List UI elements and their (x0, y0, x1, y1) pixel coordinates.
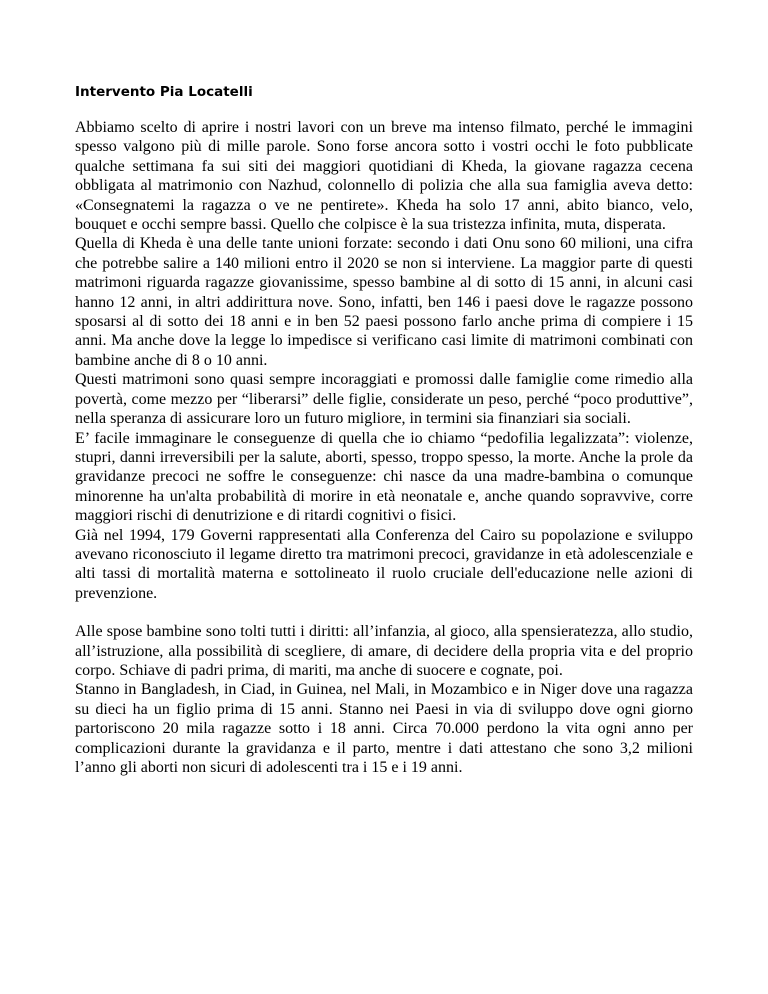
document-title: Intervento Pia Locatelli (75, 84, 253, 100)
document-page (75, 82, 693, 777)
paragraph-7: Stanno in Bangladesh, in Ciad, in Guinea, nel Mali, in Mozambico e in Niger dove una ragazza su dieci ha un figlio prima di 15 anni. Stanno nei Paesi in via di sviluppo dove ogni giorno partoriscono 20 mila ragazze sotto i 18 anni. Circa 70.000 perdono la vita ogni anno per complicazioni durante la gravidanza e il parto, mentre i dati attestano che sono 3,2 milioni l’anno gli aborti non sicuri di adolescenti tra i 15 e i 19 anni. (75, 681, 693, 776)
section-gap (75, 603, 693, 622)
paragraph-5: Già nel 1994, 179 Governi rappresentati alla Conferenza del Cairo su popolazione e sviluppo avevano riconosciuto il legame diretto tra matrimoni precoci, gravidanze in età adolescenziale e alti tassi di mortalità materna e sottolineato il ruolo cruciale dell'educazione nelle azioni di prevenzione. (75, 526, 693, 602)
paragraph-2: Quella di Kheda è una delle tante unioni forzate: secondo i dati Onu sono 60 milioni, una cifra che potrebbe salire a 140 milioni entro il 2020 se non si interviene. La maggior parte di questi matrimoni riguarda ragazze giovanissime, spesso bambine al di sotto di 15 anni, in alcuni casi hanno 12 anni, in altri addirittura nove. Sono, infatti, ben 146 i paesi dove le ragazze possono sposarsi al di sotto dei 18 anni e in ben 52 paesi possono farlo anche prima di compiere i 15 anni. Ma anche dove la legge lo impedisce si verificano casi limite di matrimoni combinati con bambine anche di 8 o 10 anni. (75, 235, 693, 369)
paragraph-4: E’ facile immaginare le conseguenze di quella che io chiamo “pedofilia legalizzata”: violenze, stupri, danni irreversibili per la salute, aborti, spesso, troppo spesso, la morte. Anche la prole da gravidanze precoci ne soffre le conseguenze: chi nasce da una madre-bambina o comunque minorenne ha un'alta probabilità di morire in età neonatale e, anche quando sopravvive, corre maggiori rischi di denutrizione e di ritardi cognitivi o fisici. (75, 429, 693, 525)
paragraph-3: Questi matrimoni sono quasi sempre incoraggiati e promossi dalle famiglie come rimedio alla povertà, come mezzo per “liberarsi” delle figlie, considerate un peso, perché “poco produttive”, nella speranza di assicurare loro un futuro migliore, in termini sia finanziari sia sociali. (75, 371, 693, 428)
paragraph-6: Alle spose bambine sono tolti tutti i diritti: all’infanzia, al gioco, alla spensieratezza, allo studio, all’istruzione, alla possibilità di scegliere, di amare, di decidere della propria vita e del proprio corpo. Schiave di padri prima, di mariti, ma anche di suocere e cognate, poi. (75, 623, 693, 679)
paragraph-1: Abbiamo scelto di aprire i nostri lavori con un breve ma intenso filmato, perché le immagini spesso valgono più di mille parole. Sono forse ancora sotto i vostri occhi le foto pubblicate qualche settimana fa sui siti dei maggiori quotidiani di Kheda, la giovane ragazza cecena obbligata al matrimonio con Nazhud, colonnello di polizia che alla sua famiglia aveva detto: «Consegnatemi la ragazza o ve ne pentirete». Kheda ha solo 17 anni, abito bianco, velo, bouquet e occhi sempre bassi. Quello che colpisce è la sua tristezza infinita, muta, disperata. (75, 119, 693, 234)
